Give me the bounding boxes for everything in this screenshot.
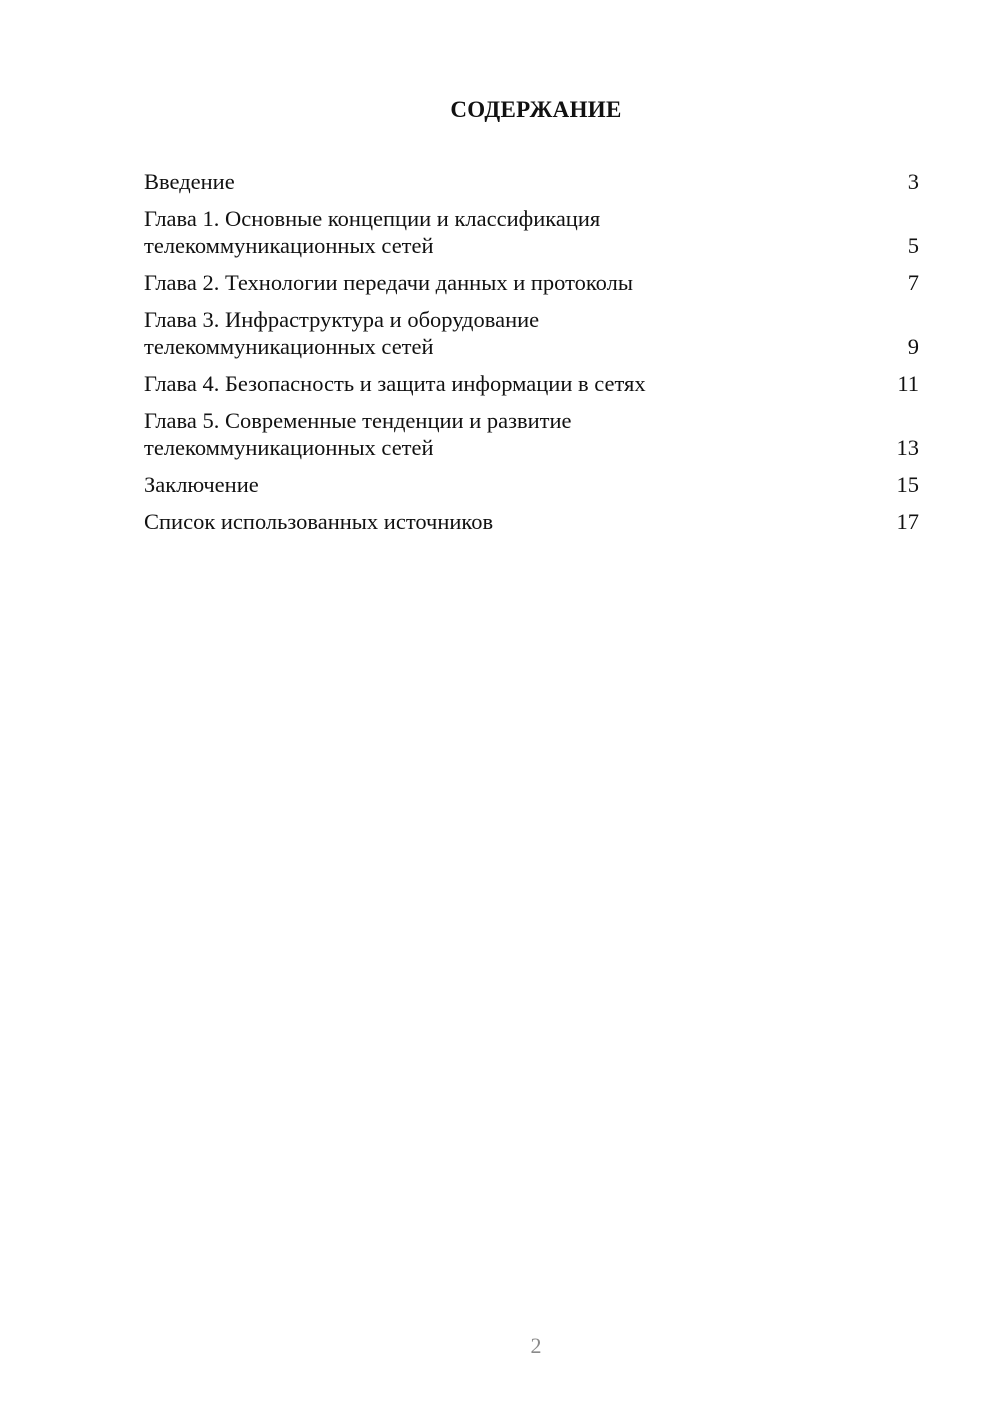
toc-entry-text [144, 269, 889, 296]
toc-entry-chapter-3 [144, 306, 919, 360]
page-title: СОДЕРЖАНИЕ [450, 97, 622, 122]
table-of-contents [144, 168, 919, 545]
toc-entry-page-number: 11 [897, 371, 919, 396]
toc-entry-text [144, 168, 889, 195]
toc-entry-page-number: 7 [907, 270, 919, 295]
toc-entry-line: телекоммуникационных сетей [144, 334, 434, 359]
toc-entry-text [144, 407, 889, 461]
page-number: 2 [530, 1333, 542, 1358]
toc-entry-page-number: 9 [907, 334, 919, 359]
toc-entry-line: телекоммуникационных сетей [144, 435, 434, 460]
toc-entry-page-number: 13 [896, 435, 919, 460]
toc-entry-text [144, 306, 889, 360]
toc-entry-line: Глава 4. Безопасность и защита информации в сетях [144, 371, 646, 396]
toc-entry-chapter-2 [144, 269, 919, 296]
toc-entry-line: Глава 5. Современные тенденции и развитие [144, 408, 572, 433]
toc-entry-line: телекоммуникационных сетей [144, 233, 434, 258]
toc-entry-line: Глава 3. Инфраструктура и оборудование [144, 307, 540, 332]
toc-entry-text [144, 508, 889, 535]
toc-entry-text [144, 370, 889, 397]
toc-entry-page-number: 15 [896, 472, 919, 497]
toc-entry-page-number: 5 [907, 233, 919, 258]
toc-entry-line: Список использованных источников [144, 509, 494, 534]
toc-entry-line: Глава 2. Технологии передачи данных и протоколы [144, 270, 633, 295]
toc-entry-references [144, 508, 919, 535]
toc-entry-line: Заключение [144, 472, 259, 497]
toc-entry-text [144, 471, 889, 498]
toc-entry-line: Глава 1. Основные концепции и классификация [144, 206, 601, 231]
toc-entry-introduction [144, 168, 919, 195]
toc-entry-chapter-4 [144, 370, 919, 397]
toc-entry-conclusion [144, 471, 919, 498]
toc-entry-page-number: 3 [907, 169, 919, 194]
toc-entry-text [144, 205, 889, 259]
toc-entry-line: Введение [144, 169, 235, 194]
toc-entry-page-number: 17 [896, 509, 919, 534]
toc-entry-chapter-1 [144, 205, 919, 259]
toc-entry-chapter-5 [144, 407, 919, 461]
